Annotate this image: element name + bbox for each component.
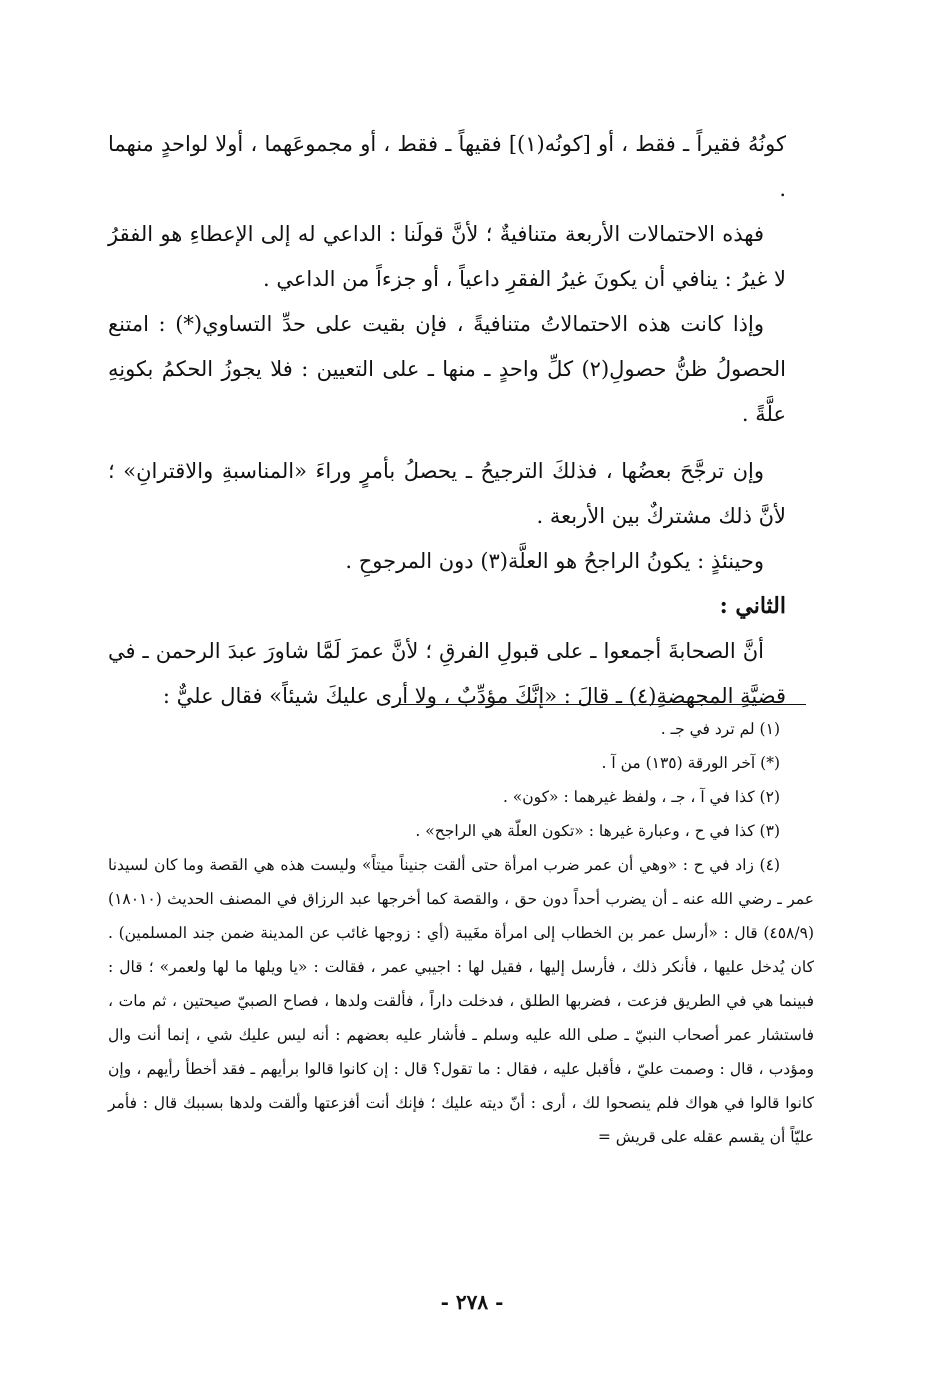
footnote-4: (٤) زاد في ح : «وهي أن عمر ضرب امرأة حتى ألقت جنيناً ميتاً» وليست هذه هي القصة وما كان لسيدنا عمر ـ رضي الله عنه ـ أن يضرب أحداً دون حق ، والقصة كما أخرجها عبد الرزاق في المصنف الحديث (١٨٠١٠) (٤٥٨/٩) قال : «أرسل عمر بن الخطاب إلى امرأة مغَيبة (أي : زوجها غائب عن المدينة ضمن جند المسلمين) . كان يُدخل عليها ، فأنكر ذلك ، فأرسل إليها ، فقيل لها : اجيبي عمر ، فقالت : «يا ويلها ما لها ولعمر» ؛ قال : فبينما هي في الطريق فزعت ، فضربها الطلق ، فدخلت داراً ، فألقت ولدها ، فصاح الصبيّ صيحتين ، ثم مات ، فاستشار عمر أصحاب النبيّ ـ صلى الله عليه وسلم ـ فأشار عليه بعضهم : أنه ليس عليك شي ، إنما أنت وال ومؤدب ، قال : وصمت عليّ ، فأقبل عليه ، فقال : ما تقول؟ قال : إن كانوا قالوا برأيهم ـ فقد أخطأ رأيهم ، وإن كانوا قالوا في هواك فلم ينصحوا لك ، أرى : أنّ ديته عليك ؛ فإنك أنت أفزعتها وألقت ولدها بسببك قال : فأمر عليّاً أن يقسم عقله على قريش = (108, 856, 814, 1146)
paragraph-four-possibilities: فهذه الاحتمالات الأربعة متنافيةٌ ؛ لأنَّ قولَنا : الداعي له إلى الإعطاءِ هو الفقرُ لا غيرُ : ينافي أن يكونَ غيرُ الفقرِ داعياً ، أو جزءاً من الداعي . (108, 222, 786, 291)
footnote-star: (*) آخر الورقة (١٣٥) من آ . (601, 754, 780, 772)
paragraph-preference: وإن ترجَّحَ بعضُها ، فذلكَ الترجيحُ ـ يحصلُ بأمرٍ وراءَ «المناسبةِ والاقترانِ» ؛ لأنَّ ذلك مشتركٌ بين الأربعة . (108, 459, 786, 528)
footnotes (108, 712, 814, 1154)
paragraph-companions: أنَّ الصحابةَ أجمعوا ـ على قبولِ الفرقِ ؛ لأنَّ عمرَ لَمَّا شاورَ عبدَ الرحمن ـ في قضيَّةِ المجهضةِ(٤) ـ قالَ : «إنَّكَ مؤدِّبٌ ، ولا أرى عليكَ شيئاً» فقال عليٌّ : (108, 639, 786, 708)
footnote-divider (398, 704, 806, 705)
text-line-continuation: كونُهُ فقيراً ـ فقط ، أو [كونُه(١)] فقيهاً ـ فقط ، أو مجموعَهما ، أولا لواحدٍ منهما . (108, 132, 786, 201)
paragraph-conclusion: وحينئذٍ : يكونُ الراجحُ هو العلَّة(٣) دون المرجوحِ . (345, 549, 764, 573)
footnote-1: (١) لم ترد في جـ . (660, 720, 780, 738)
main-text (108, 122, 786, 719)
footnote-2: (٢) كذا في آ ، جـ ، ولفظ غيرهما : «كون» . (502, 788, 780, 806)
page-number: - ٢٧٨ - (440, 1290, 504, 1314)
footnote-3: (٣) كذا في ح ، وعبارة غيرها : «تكون العلّة هي الراجح» . (415, 822, 780, 840)
paragraph-equality: وإذا كانت هذه الاحتمالاتُ متنافيةً ، فإن بقيت على حدِّ التساوي(*) : امتنع الحصولُ ظنُّ حصولِ(٢) كلِّ واحدٍ ـ منها ـ على التعيين : فلا يجوزُ الحكمُ بكونِهِ علَّةً . (108, 312, 786, 426)
section-heading: الثاني : (719, 593, 786, 619)
